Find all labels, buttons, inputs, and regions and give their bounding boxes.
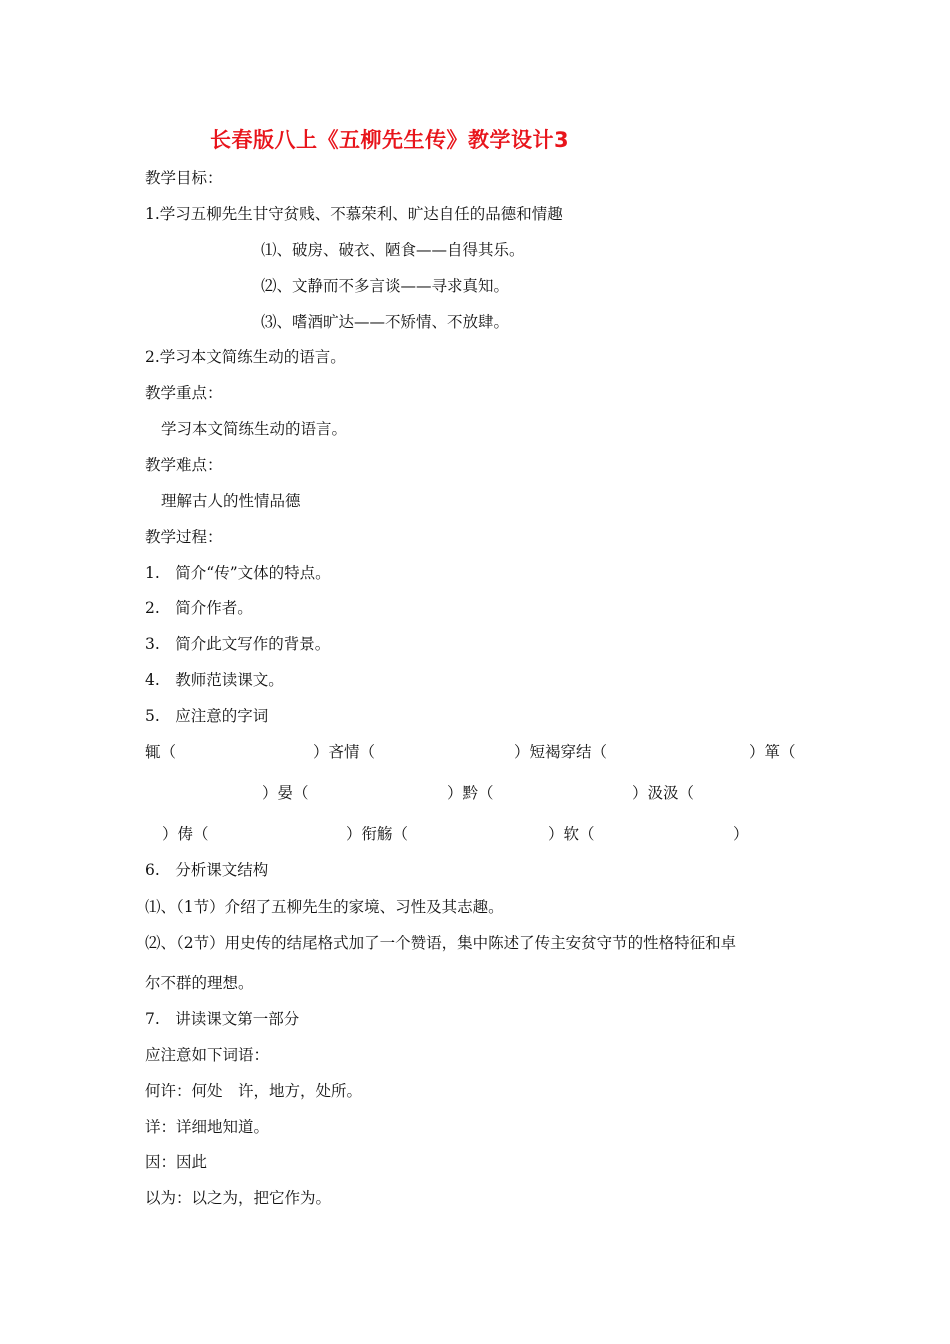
vocab-blank: ）软（ xyxy=(548,825,595,843)
word-note-4: 以为：以之为，把它作为。 xyxy=(145,1189,332,1207)
word-note-1: 何许：何处 许，地方，处所。 xyxy=(145,1082,363,1100)
vocab-blank: 辄（ xyxy=(145,743,177,761)
reading-intro: 应注意如下词语： xyxy=(145,1046,270,1064)
vocab-blank: ）晏（ xyxy=(262,784,309,802)
process-step-1: 1. 简介“传”文体的特点。 xyxy=(145,564,331,582)
vocab-blank: ）衔觞（ xyxy=(346,825,409,843)
vocab-blank: ）俦（ xyxy=(162,825,209,843)
key-point-text: 学习本文简练生动的语言。 xyxy=(161,420,348,438)
process-step-4: 4. 教师范读课文。 xyxy=(145,671,284,689)
word-note-2: 详：详细地知道。 xyxy=(145,1118,270,1136)
structure-part-1: ⑴、（1节）介绍了五柳先生的家境、习性及其志趣。 xyxy=(145,898,504,916)
vocab-blank: ） xyxy=(733,825,749,843)
word-note-3: 因：因此 xyxy=(145,1153,208,1171)
process-heading: 教学过程： xyxy=(145,528,223,546)
process-step-3: 3. 简介此文写作的背景。 xyxy=(145,635,331,653)
objective-sub-1: ⑴、破房、破衣、陋食——自得其乐。 xyxy=(261,241,525,259)
vocab-blank: ）汲汲（ xyxy=(632,784,695,802)
objective-item-2: 2.学习本文简练生动的语言。 xyxy=(145,348,346,366)
reading-step-7: 7. 讲读课文第一部分 xyxy=(145,1010,300,1028)
objectives-heading: 教学目标： xyxy=(145,169,223,187)
process-step-2: 2. 简介作者。 xyxy=(145,599,253,617)
objective-item-1: 1.学习五柳先生甘守贫贱、不慕荣利、旷达自任的品德和情趣 xyxy=(145,205,563,223)
objective-sub-3: ⑶、嗜酒旷达——不矫情、不放肆。 xyxy=(261,313,510,331)
key-point-heading: 教学重点： xyxy=(145,384,223,402)
vocab-blank: ）黔（ xyxy=(447,784,494,802)
vocab-blank: ）吝情（ xyxy=(313,743,376,761)
structure-part-2-line-2: 尔不群的理想。 xyxy=(145,974,254,992)
objective-sub-2: ⑵、文静而不多言谈——寻求真知。 xyxy=(261,277,510,295)
document-title: 长春版八上《五柳先生传》教学设计3 xyxy=(210,128,570,152)
process-step-5: 5. 应注意的字词 xyxy=(145,707,269,725)
difficulty-heading: 教学难点： xyxy=(145,456,223,474)
structure-step-6: 6. 分析课文结构 xyxy=(145,861,269,879)
difficulty-text: 理解古人的性情品德 xyxy=(161,492,301,510)
vocab-blank: ）箪（ xyxy=(749,743,796,761)
vocab-blank: ）短褐穿结（ xyxy=(514,743,608,761)
structure-part-2-line-1: ⑵、（2节）用史传的结尾格式加了一个赞语，集中陈述了传主安贫守节的性格特征和卓 xyxy=(145,934,737,952)
